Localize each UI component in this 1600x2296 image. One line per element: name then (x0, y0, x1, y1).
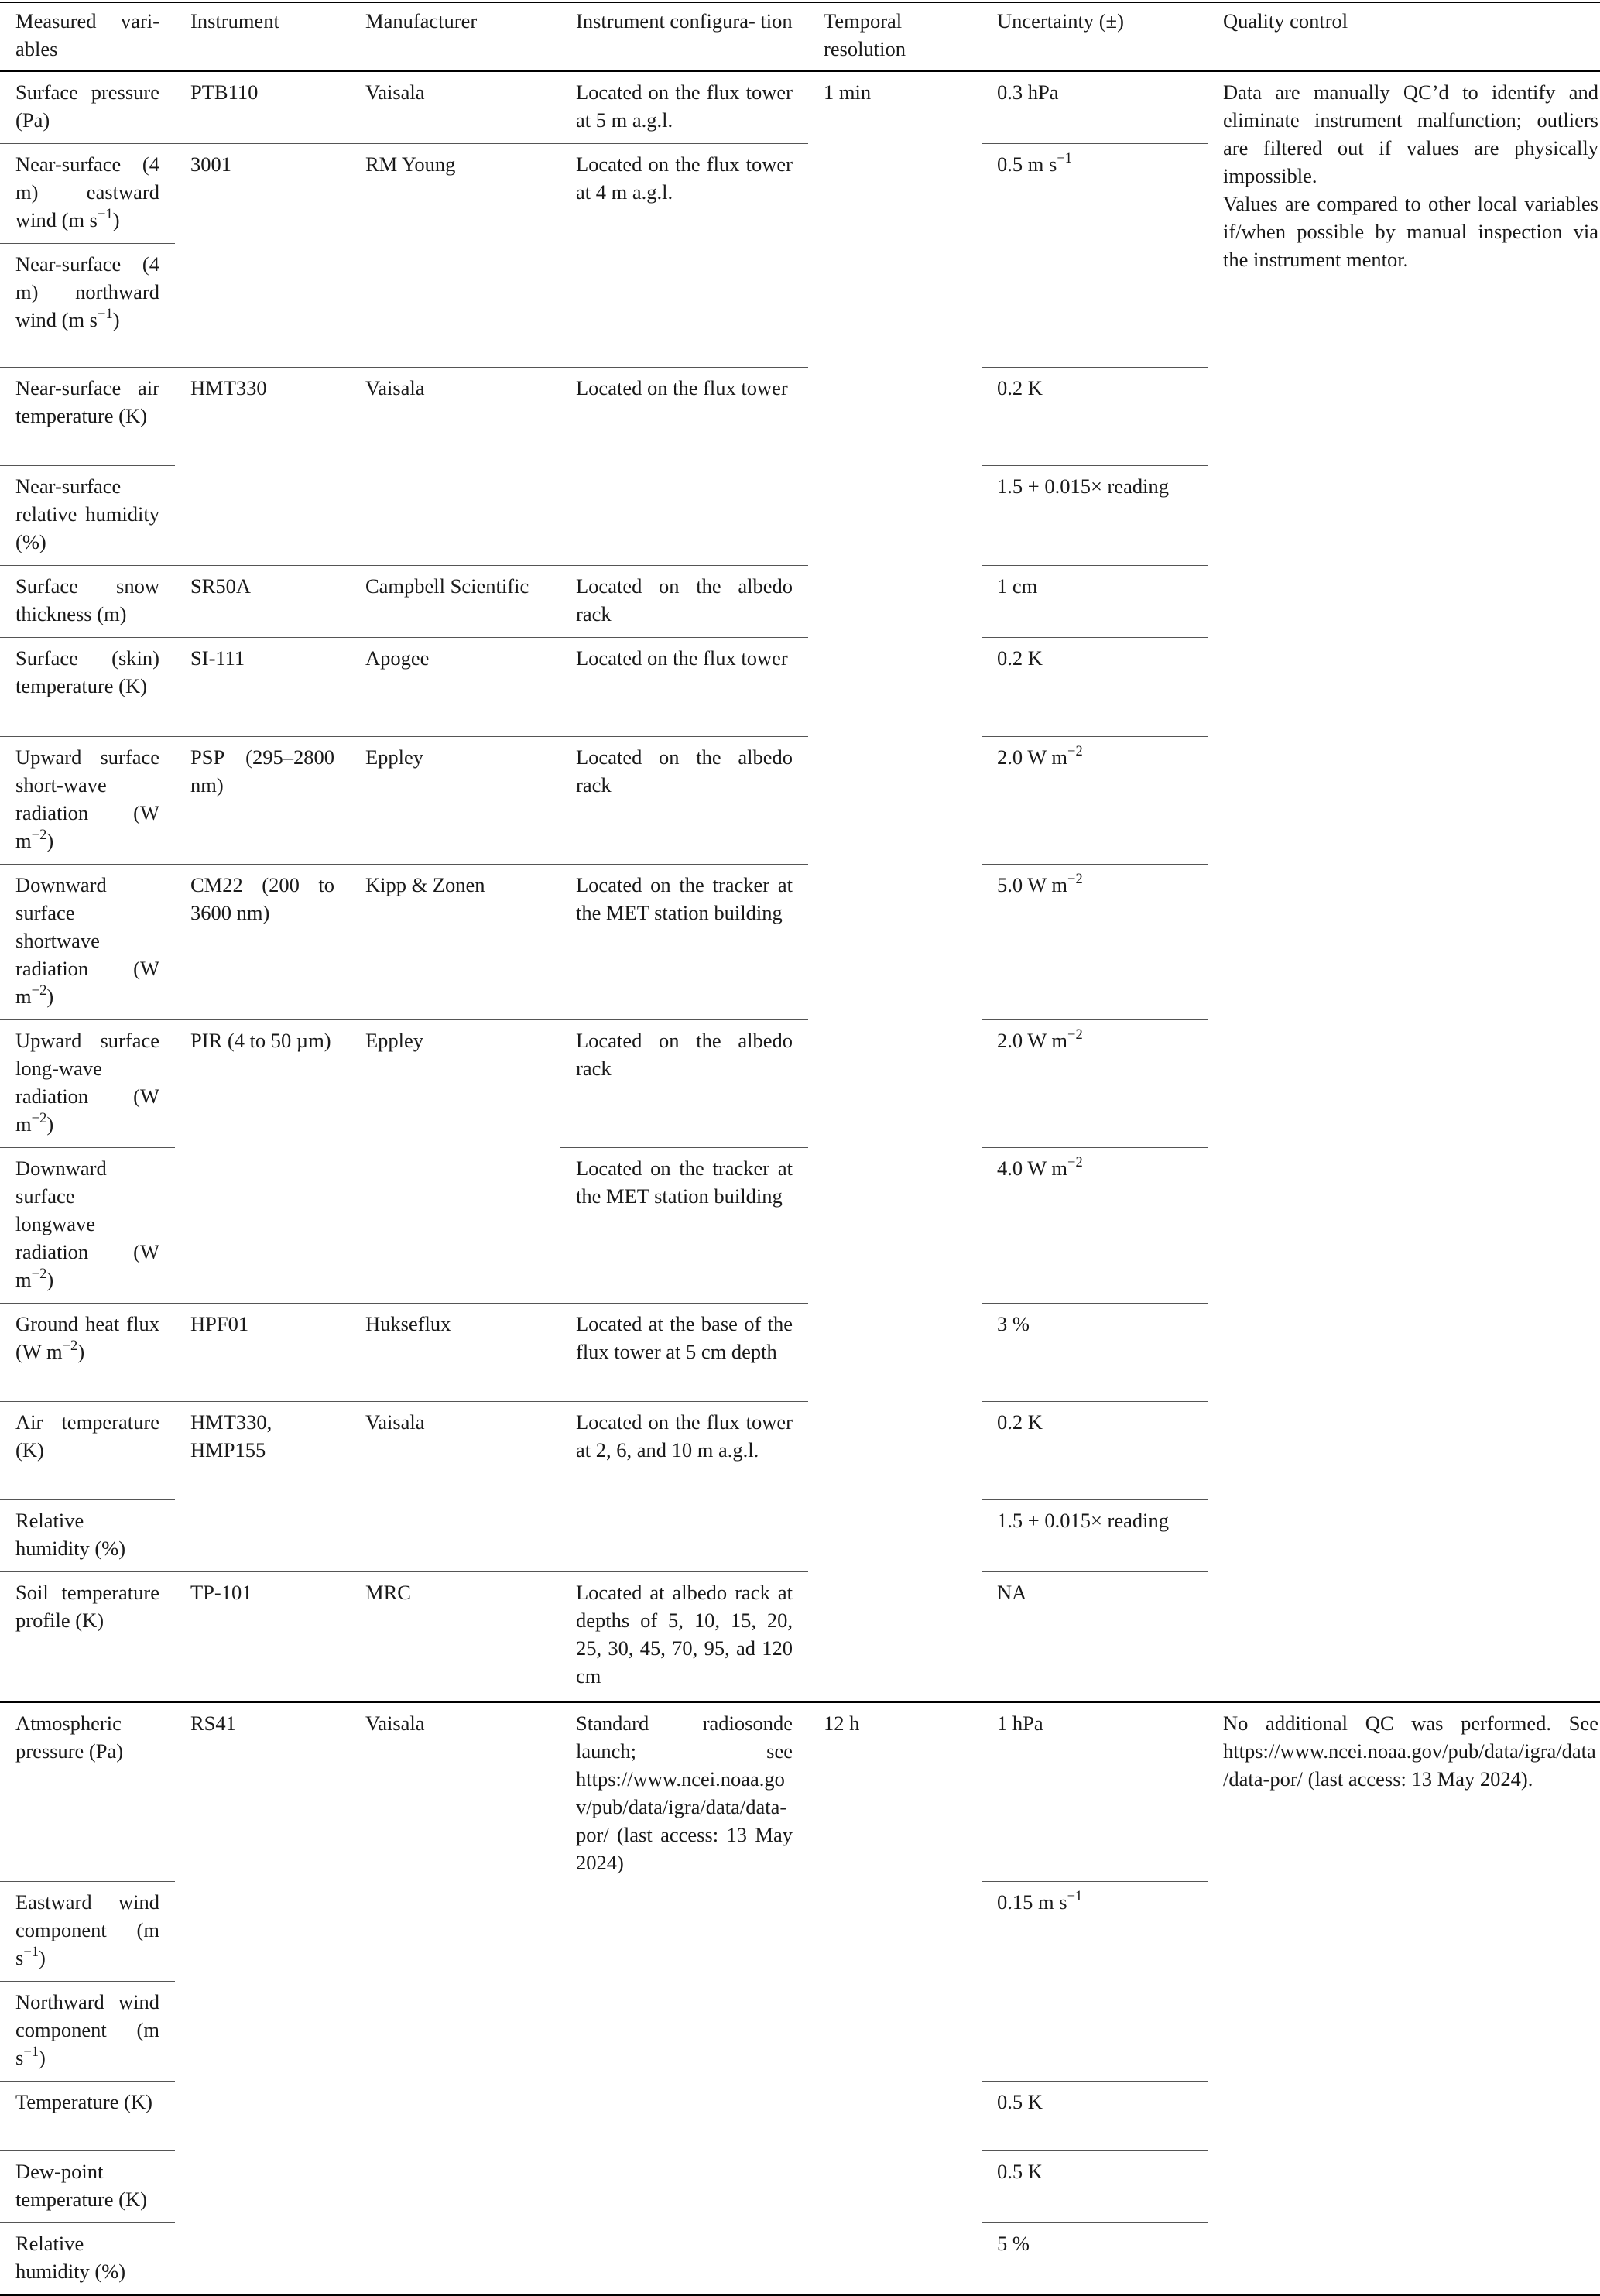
uncertainty-cell: 0.2 K (982, 368, 1208, 466)
configuration-cell: Located on the albedo rack (560, 737, 808, 865)
variable-cell: Near-surface (4 m) northward wind (m $s^{-1}$) (15, 252, 159, 331)
uncertainty-cell: 2.0 W $m^{-2}$ (982, 737, 1208, 865)
variable-cell: Surface snow thickness (m) (0, 566, 175, 638)
resolution-cell: 12 h (808, 1702, 982, 2296)
variable-cell: Near-surface relative humidity (%) (0, 466, 175, 566)
instrument-cell: CM22 (200 to 3600 nm) (175, 865, 350, 1020)
instrument-cell: SR50A (175, 566, 350, 638)
uncertainty-cell: 0.15 m $s^{-1}$ (982, 1882, 1208, 2082)
instrument-cell: HMT330, HMP155 (175, 1402, 350, 1572)
quality-control-cell: No additional QC was performed. See https://www.ncei.noaa.gov/pub/data/igra/data/data-por/ (last access: 13 May 2024). (1208, 1702, 1600, 2296)
instrument-cell: TP-101 (190, 1581, 252, 1604)
uncertainty-cell: 0.3 hPa (982, 71, 1208, 144)
uncertainty-cell: 0.5 K (982, 2151, 1208, 2223)
header-row (0, 2, 1600, 71)
variable-cell: Soil temperature profile (K) (15, 1581, 159, 1632)
variable-cell: Downward surface shortwave radiation (W $m^{-2}$) (0, 865, 175, 1020)
uncertainty-cell: 2.0 W $m^{-2}$ (982, 1020, 1208, 1148)
manufacturer-cell: Kipp & Zonen (350, 865, 560, 1020)
variable-cell: Relative humidity (%) (0, 1500, 175, 1572)
instrument-cell: PIR (4 to 50 µm) (175, 1020, 350, 1304)
variable-cell: Downward surface longwave radiation (W $m^{-2}$) (0, 1148, 175, 1304)
header-configuration: Instrument configura- tion (560, 2, 808, 71)
variable-cell: Temperature (K) (0, 2082, 175, 2151)
manufacturer-cell: Eppley (350, 737, 560, 865)
header-manufacturer: Manufacturer (350, 2, 560, 71)
header-quality-control: Quality control (1208, 2, 1600, 71)
manufacturer-cell: Eppley (350, 1020, 560, 1304)
manufacturer-cell: Vaisala (350, 368, 560, 566)
variable-cell: Dew-point temperature (K) (0, 2151, 175, 2223)
variable-cell: Air temperature (K) (0, 1402, 175, 1500)
instrument-cell: SI-111 (175, 638, 350, 737)
uncertainty-cell: 0.2 K (982, 638, 1208, 737)
header-variable: Measured vari- ables (0, 2, 175, 71)
qc-paragraph: Data are manually QC’d to identify and eliminate instrument malfunction; outliers are filtered out if values are physically impossible. (1223, 81, 1598, 187)
variable-cell: Near-surface air temperature (K) (0, 368, 175, 466)
configuration-cell: Located on the tracker at the MET station building (560, 865, 808, 1020)
uncertainty-cell: 4.0 W $m^{-2}$ (982, 1148, 1208, 1304)
variable-cell: Atmospheric pressure (Pa) (0, 1702, 175, 1882)
uncertainty-cell: 0.5 m $s^{-1}$ (997, 150, 1073, 176)
variable-cell: Relative humidity (%) (15, 2232, 126, 2283)
uncertainty-cell: 1 hPa (982, 1702, 1208, 1882)
table-row (0, 71, 1600, 144)
manufacturer-cell: RM Young (365, 152, 456, 176)
instrument-cell: PSP (295–2800 nm) (175, 737, 350, 865)
instrument-cell: RS41 (175, 1702, 350, 2296)
variable-cell: Upward surface short-wave radiation (W $m^{-2}$) (0, 737, 175, 865)
configuration-cell: Located on the flux tower at 2, 6, and 10 m a.g.l. (560, 1402, 808, 1572)
configuration-cell: Standard radiosonde launch; see https://www.ncei.noaa.gov/pub/data/igra/data/data-por/ (last access: 13 May 2024) (560, 1702, 808, 2296)
instrument-table (0, 2, 1600, 2296)
manufacturer-cell: Vaisala (350, 1402, 560, 1572)
table-row (0, 1702, 1600, 1882)
variable-cell: Ground heat flux (W $m^{-2}$) (0, 1304, 175, 1402)
resolution-cell: 1 min (824, 81, 872, 104)
header-resolution: Temporal resolution (808, 2, 982, 71)
header-uncertainty: Uncertainty (±) (982, 2, 1208, 71)
manufacturer-cell: Vaisala (350, 1702, 560, 2296)
manufacturer-cell: Vaisala (350, 71, 560, 144)
uncertainty-cell: 1.5 + 0.015× reading (982, 1500, 1208, 1572)
qc-paragraph: Values are compared to other local variables if/when possible by manual inspection via the instrument mentor. (1223, 192, 1598, 271)
configuration-cell: Located at albedo rack at depths of 5, 10, 15, 20, 25, 30, 45, 70, 95, ad 120 cm (576, 1581, 793, 1688)
instrument-cell: HMT330 (175, 368, 350, 566)
configuration-cell: Located on the tracker at the MET station building (560, 1148, 808, 1304)
uncertainty-cell: 5 % (997, 2232, 1030, 2255)
manufacturer-cell: Apogee (350, 638, 560, 737)
instrument-cell: 3001 (190, 152, 231, 176)
instrument-cell: HPF01 (175, 1304, 350, 1402)
configuration-cell: Located on the flux tower at 4 m a.g.l. (576, 152, 793, 204)
variable-cell: Northward wind component (m $s^{-1}$) (0, 1982, 175, 2082)
configuration-cell: Located on the albedo rack (560, 566, 808, 638)
uncertainty-cell: 0.2 K (982, 1402, 1208, 1500)
manufacturer-cell: MRC (365, 1581, 411, 1604)
variable-cell: Eastward wind component (m $s^{-1}$) (0, 1882, 175, 1982)
variable-cell: Surface pressure (Pa) (0, 71, 175, 144)
uncertainty-cell: 1 cm (982, 566, 1208, 638)
uncertainty-cell: NA (997, 1581, 1027, 1604)
uncertainty-cell: 0.5 K (982, 2082, 1208, 2151)
variable-cell: Near-surface (4 m) eastward wind (m $s^{-1}$) (0, 144, 175, 244)
manufacturer-cell: Hukseflux (350, 1304, 560, 1402)
configuration-cell: Located on the flux tower (560, 368, 808, 566)
instrument-cell: PTB110 (175, 71, 350, 144)
uncertainty-cell: 5.0 W $m^{-2}$ (982, 865, 1208, 1020)
uncertainty-cell: 3 % (982, 1304, 1208, 1402)
quality-control-cell (1208, 71, 1600, 1702)
manufacturer-cell: Campbell Scientific (350, 566, 560, 638)
header-instrument: Instrument (175, 2, 350, 71)
uncertainty-cell: 1.5 + 0.015× reading (982, 466, 1208, 566)
configuration-cell: Located on the flux tower (560, 638, 808, 737)
variable-cell: Upward surface long-wave radiation (W $m^{-2}$) (0, 1020, 175, 1148)
configuration-cell: Located on the albedo rack (560, 1020, 808, 1148)
variable-cell: Surface (skin) temperature (K) (0, 638, 175, 737)
configuration-cell: Located at the base of the flux tower at 5 cm depth (560, 1304, 808, 1402)
configuration-cell: Located on the flux tower at 5 m a.g.l. (560, 71, 808, 144)
